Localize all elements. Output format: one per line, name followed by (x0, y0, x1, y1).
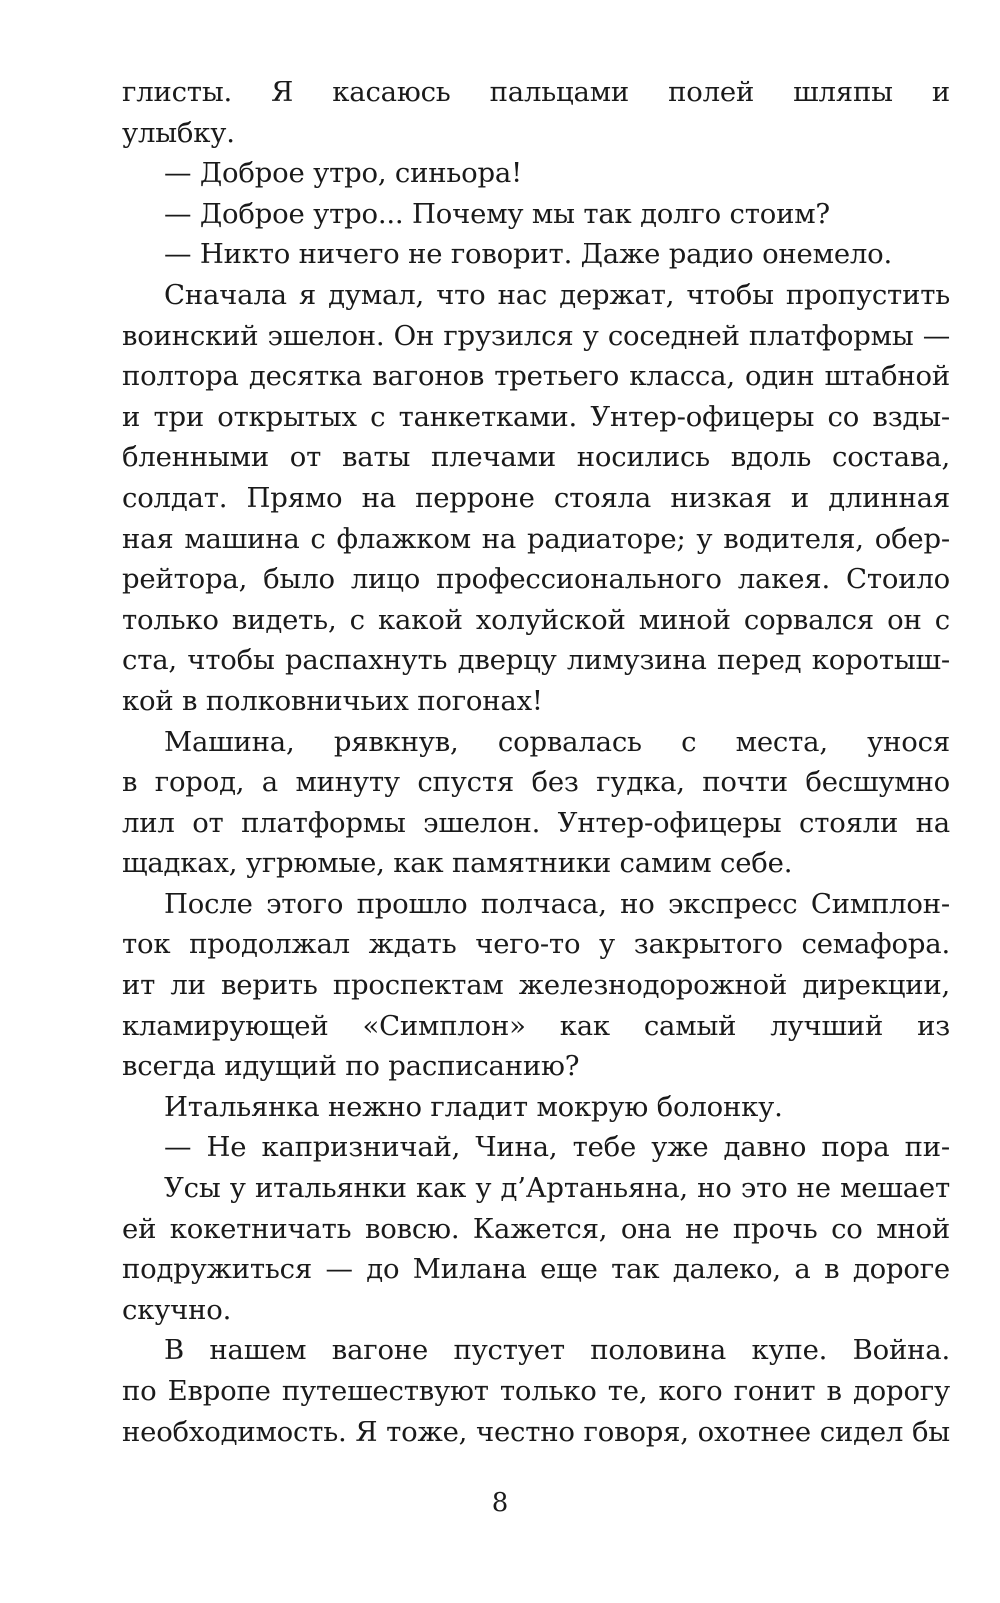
text-line: полтора десятка вагонов третьего класса, один штабной (122, 360, 950, 393)
text-line: в город, а минуту спустя без гудка, почти бесшумно (122, 766, 950, 799)
page-number: 8 (491, 1488, 509, 1518)
text-line: ная машина с флажком на радиаторе; у водителя, обер- (122, 522, 950, 555)
text-line: Сначала я думал, что нас держат, чтобы пропустить (164, 278, 950, 311)
text-line: необходимость. Я тоже, честно говоря, охотнее сидел бы (122, 1415, 950, 1448)
text-line: улыбку. (122, 116, 235, 149)
text-line: Машина, рявкнув, сорвалась с места, унося (164, 725, 950, 758)
text-line: и три открытых с танкетками. Унтер-офицеры со взды- (122, 400, 950, 433)
text-line: После этого прошло полчаса, но экспресс Симплон- (164, 887, 950, 920)
text-line: ста, чтобы распахнуть дверцу лимузина перед коротыш- (122, 644, 950, 677)
text-line: воинский эшелон. Он грузился у соседней платформы — (122, 319, 950, 352)
text-line: — Не капризничай, Чина, тебе уже давно пора пи- (164, 1131, 950, 1164)
text-line: Усы у итальянки как у д’Артаньяна, но это не мешает (164, 1172, 950, 1205)
text-line: ток продолжал ждать чего-то у закрытого семафора. (122, 928, 950, 961)
text-line: скучно. (122, 1293, 232, 1326)
text-line: кламирующей «Симплон» как самый лучший из (122, 1009, 950, 1042)
text-line: щадках, угрюмые, как памятники самим себе. (122, 847, 793, 880)
text-line: ит ли верить проспектам железнодорожной дирекции, (122, 969, 950, 1002)
book-page-text (122, 72, 950, 1452)
text-line: бленными от ваты плечами носились вдоль состава, (122, 441, 950, 474)
text-line: — Никто ничего не говорит. Даже радио онемело. (164, 238, 893, 271)
text-line: В нашем вагоне пустует половина купе. Война. (164, 1334, 950, 1367)
text-line: подружиться — до Милана еще так далеко, а в дороге (122, 1253, 950, 1286)
text-line: лил от платформы эшелон. Унтер-офицеры стояли на (122, 806, 950, 839)
text-line: — Доброе утро... Почему мы так долго стоим? (164, 197, 830, 230)
text-line: — Доброе утро, синьора! (164, 157, 522, 190)
text-line: глисты. Я касаюсь пальцами полей шляпы и (122, 76, 950, 108)
text-line: по Европе путешествуют только те, кого гонит в дорогу (122, 1375, 950, 1407)
text-line: рейтора, было лицо профессионального лакея. Стоило (122, 563, 950, 596)
text-line: только видеть, с какой холуйской миной сорвался он с (122, 603, 950, 636)
text-line: солдат. Прямо на перроне стояла низкая и длинная (122, 481, 950, 514)
text-line: Итальянка нежно гладит мокрую болонку. (164, 1090, 783, 1123)
text-line: кой в полковничьих погонах! (122, 684, 543, 717)
text-line: ей кокетничать вовсю. Кажется, она не прочь со мной (122, 1212, 950, 1245)
text-line: всегда идущий по расписанию? (122, 1050, 580, 1083)
